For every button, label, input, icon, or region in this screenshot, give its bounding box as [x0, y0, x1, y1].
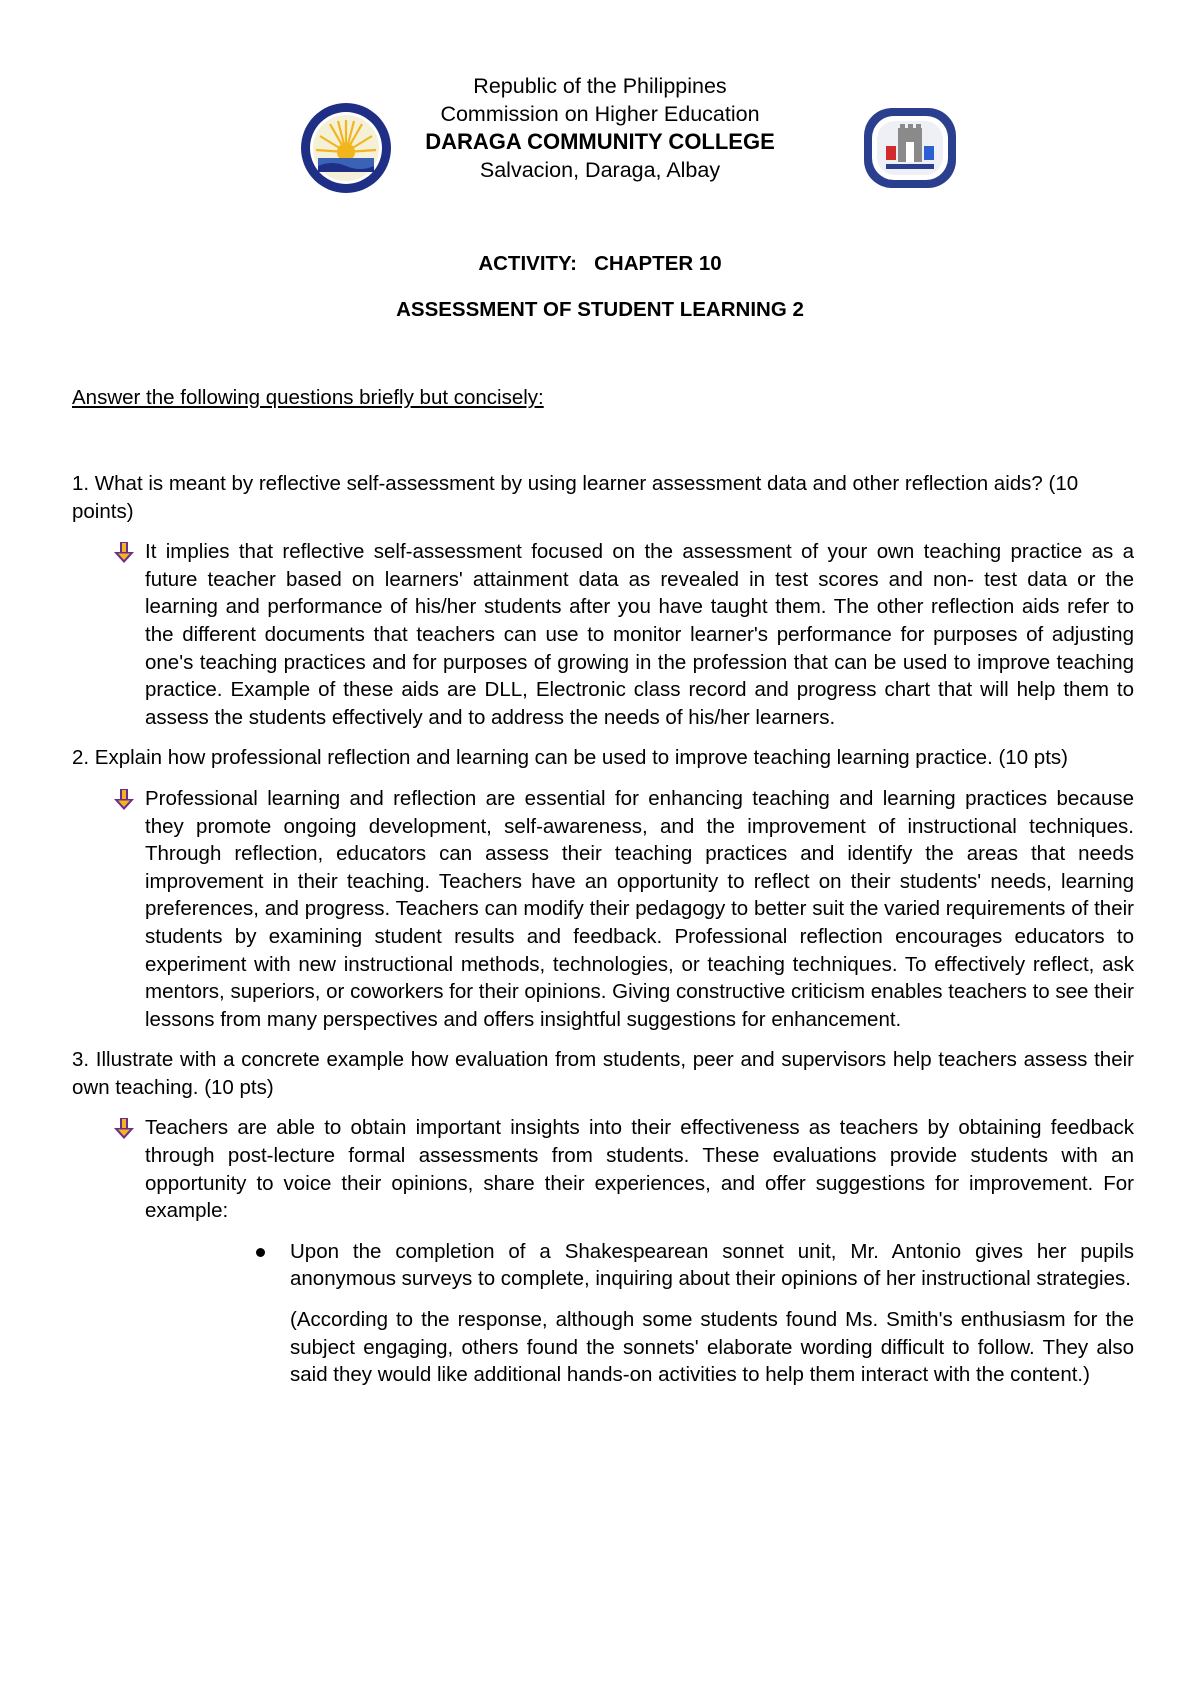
bullet-dot-icon — [256, 1248, 265, 1257]
question-3: 3. Illustrate with a concrete example how evaluation from students, peer and supervisors help teachers assess their own teaching. (10 pts) — [72, 1048, 1134, 1099]
example-note — [72, 1306, 1134, 1389]
republic-line: Republic of the Philippines — [473, 74, 727, 98]
college-address: Salvacion, Daraga, Albay — [479, 158, 721, 182]
daraga-community-college-seal-icon — [862, 106, 958, 190]
answer-1 — [72, 538, 1134, 731]
questions-section — [72, 470, 1134, 1402]
commission-line: Commission on Higher Education — [440, 102, 760, 126]
letterhead — [0, 72, 1200, 184]
answer-3 — [72, 1114, 1134, 1224]
question-1: 1. What is meant by reflective self-assessment by using learner assessment data and other reflection aids? (10 points) — [72, 472, 1079, 523]
down-arrow-bullet-icon — [112, 541, 136, 565]
instructions: Answer the following questions briefly but concisely: — [72, 386, 544, 409]
down-arrow-bullet-icon — [112, 1117, 136, 1141]
answer-3-text: Teachers are able to obtain important insights into their effectiveness as teachers by obtaining feedback through post-lecture formal assessments from students. These evaluations provide students with an opportunity to voice their opinions, share their experiences, and offer suggestions for improvement. For example: — [145, 1116, 1134, 1223]
example-note-text: (According to the response, although some students found Ms. Smith's enthusiasm for the subject engaging, others found the sonnets' elaborate wording difficult to follow. They also said they would like additional hands-on activities to help them interact with the content.) — [290, 1308, 1134, 1387]
down-arrow-bullet-icon — [112, 788, 136, 812]
answer-2 — [72, 785, 1134, 1033]
course-title: ASSESSMENT OF STUDENT LEARNING 2 — [396, 298, 804, 321]
answer-2-text: Professional learning and reflection are essential for enhancing teaching and learning practices because they promote ongoing development, self-awareness, and the improvement of instructional techniques. Through reflection, educators can assess their teaching practices and identify the areas that needs improvement in their teaching. Teachers have an opportunity to reflect on their students' needs, learning preferences, and progress. Teachers can modify their pedagogy to better suit the varied requirements of their students by examining student results and feedback. Professional reflection encourages educators to experiment with new instructional methods, technologies, or teaching techniques. To effectively reflect, ask mentors, superiors, or coworkers for their opinions. Giving constructive criticism enables teachers to see their lessons from many perspectives and offers insightful suggestions for enhancement. — [145, 786, 1134, 1031]
example-item — [72, 1238, 1134, 1293]
activity-title: ACTIVITY: CHAPTER 10 — [478, 252, 722, 275]
answer-1-text: It implies that reflective self-assessment focused on the assessment of your own teaching practice as a future teacher based on learners' attainment data as revealed in test scores and non- test data or the learning and performance of his/her students after you have taught them. The other reflection aids refer to the different documents that teachers can use to monitor learner's performance for purposes of adjusting one's teaching practices and for purposes of growing in the profession that can be used to improve teaching practice. Example of these aids are DLL, Electronic class record and progress chart that will help them to assess the students effectively and to address the needs of his/her learners. — [145, 540, 1134, 729]
example-text: Upon the completion of a Shakespearean sonnet unit, Mr. Antonio gives her pupils anonymous surveys to complete, inquiring about their opinions of her instructional strategies. — [290, 1239, 1134, 1291]
college-name: DARAGA COMMUNITY COLLEGE — [425, 129, 775, 154]
question-2: 2. Explain how professional reflection and learning can be used to improve teaching learning practice. (10 pts) — [72, 746, 1068, 770]
